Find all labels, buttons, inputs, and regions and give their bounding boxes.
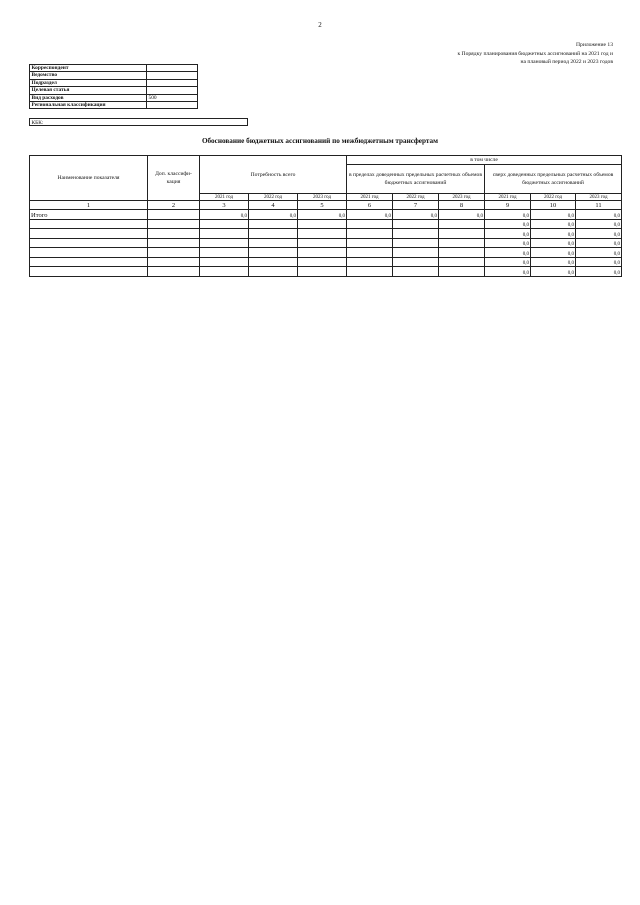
indicator-name-cell (30, 229, 148, 239)
amount-cell (393, 248, 439, 258)
amount-cell (249, 248, 298, 258)
amount-cell (439, 248, 485, 258)
amount-cell: 0,0 (576, 210, 622, 220)
amount-cell (298, 257, 347, 267)
amount-cell: 0,0 (576, 238, 622, 248)
amount-cell: 0,0 (439, 210, 485, 220)
classification-row (30, 87, 198, 94)
amount-cell: 0,0 (531, 210, 576, 220)
amount-cell (347, 229, 393, 239)
indicator-name-cell (30, 267, 148, 277)
header-year: 2022 год (249, 194, 298, 201)
amount-cell: 0,0 (485, 238, 531, 248)
amount-cell (298, 248, 347, 258)
amount-cell (393, 238, 439, 248)
amount-cell (200, 248, 249, 258)
amount-cell: 0,0 (576, 267, 622, 277)
amount-cell (393, 267, 439, 277)
classification-value (147, 87, 198, 94)
amount-cell: 0,0 (249, 210, 298, 220)
classification-label: Ведомство (30, 72, 147, 79)
classification-cell (148, 238, 200, 248)
classification-value (147, 65, 198, 72)
amount-cell: 0,0 (485, 210, 531, 220)
amount-cell (347, 267, 393, 277)
amount-cell (439, 229, 485, 239)
indicator-name-cell (30, 238, 148, 248)
amount-cell (393, 229, 439, 239)
amount-cell: 0,0 (485, 267, 531, 277)
amount-cell (249, 219, 298, 229)
amount-cell: 0,0 (485, 257, 531, 267)
amount-cell (439, 238, 485, 248)
amount-cell: 0,0 (531, 257, 576, 267)
amount-cell: 0,0 (393, 210, 439, 220)
amount-cell (347, 248, 393, 258)
amount-cell (200, 229, 249, 239)
header-year: 2022 год (531, 194, 576, 201)
classification-cell (148, 267, 200, 277)
classification-cell (148, 210, 200, 220)
amount-cell: 0,0 (531, 219, 576, 229)
classification-value (147, 72, 198, 79)
classification-row (30, 65, 198, 72)
amount-cell: 0,0 (531, 267, 576, 277)
classification-cell (148, 248, 200, 258)
indicator-name-cell (30, 219, 148, 229)
amount-cell (439, 267, 485, 277)
column-number: 6 (347, 201, 393, 210)
amount-cell (200, 257, 249, 267)
amount-cell: 0,0 (531, 238, 576, 248)
table-row (30, 267, 622, 277)
amount-cell: 0,0 (576, 229, 622, 239)
appendix-line-3: на плановый период 2022 и 2023 годов (520, 59, 613, 65)
table-row (30, 210, 622, 220)
classification-label: Целевая статья (30, 87, 147, 94)
header-over-limits: сверх доведенных предельных расчетных объемов бюджетных ассигнований (485, 165, 622, 194)
amount-cell (393, 257, 439, 267)
classification-value (147, 79, 198, 86)
classification-label: Региональная классификация (30, 102, 147, 109)
amount-cell: 0,0 (485, 248, 531, 258)
table-row (30, 257, 622, 267)
classification-label: Корреспондент (30, 65, 147, 72)
header-total-need: Потребность всего (200, 156, 347, 194)
amount-cell: 0,0 (531, 248, 576, 258)
column-number: 11 (576, 201, 622, 210)
header-year: 2021 год (485, 194, 531, 201)
classification-table (29, 64, 198, 109)
amount-cell: 0,0 (298, 210, 347, 220)
classification-label: Подраздел (30, 79, 147, 86)
header-year: 2021 год (200, 194, 249, 201)
column-number: 2 (148, 201, 200, 210)
amount-cell (298, 219, 347, 229)
amount-cell (200, 267, 249, 277)
header-within-limits: в пределах доведенных предельных расчетных объемов бюджетных ассигнований (347, 165, 485, 194)
amount-cell (298, 267, 347, 277)
amount-cell (249, 238, 298, 248)
amount-cell (347, 257, 393, 267)
column-number: 4 (249, 201, 298, 210)
page-number: 2 (318, 21, 322, 29)
header-year: 2023 год (576, 194, 622, 201)
amount-cell (393, 219, 439, 229)
amount-cell: 0,0 (347, 210, 393, 220)
amount-cell (200, 219, 249, 229)
appendix-line-1: Приложение 13 (575, 42, 613, 48)
amount-cell: 0,0 (576, 219, 622, 229)
classification-cell (148, 229, 200, 239)
table-row (30, 229, 622, 239)
amount-cell (249, 267, 298, 277)
classification-cell (148, 219, 200, 229)
amount-cell: 0,0 (531, 229, 576, 239)
header-year: 2023 год (439, 194, 485, 201)
column-number: 8 (439, 201, 485, 210)
header-indicator-name: Наименование показателя (30, 156, 148, 201)
amount-cell (347, 238, 393, 248)
kbk-field: КБК: (29, 118, 248, 126)
header-extra-classification: Доп. классифи-кация (148, 156, 200, 201)
classification-row (30, 102, 198, 109)
amount-cell: 0,0 (485, 219, 531, 229)
indicator-name-cell (30, 257, 148, 267)
classification-label: Вид расходов (30, 94, 147, 101)
classification-row (30, 79, 198, 86)
classification-value: 500 (147, 94, 198, 101)
amount-cell (347, 219, 393, 229)
amount-cell: 0,0 (200, 210, 249, 220)
column-number: 9 (485, 201, 531, 210)
column-number: 3 (200, 201, 249, 210)
indicator-name-cell (30, 248, 148, 258)
amount-cell (200, 238, 249, 248)
amount-cell (249, 257, 298, 267)
classification-value (147, 102, 198, 109)
column-number: 1 (30, 201, 148, 210)
header-year: 2023 год (298, 194, 347, 201)
transfers-table (29, 155, 622, 277)
appendix-line-2: к Порядку планирования бюджетных ассигнований на 2021 год и (457, 50, 613, 57)
amount-cell (298, 238, 347, 248)
classification-row (30, 94, 198, 101)
indicator-name-cell: Итого (30, 210, 148, 220)
column-number: 5 (298, 201, 347, 210)
table-row (30, 238, 622, 248)
amount-cell (249, 229, 298, 239)
header-year: 2022 год (393, 194, 439, 201)
amount-cell: 0,0 (576, 248, 622, 258)
document-title: Обоснование бюджетных ассигнований по межбюджетным трансфертам (201, 137, 439, 145)
table-row (30, 248, 622, 258)
classification-row (30, 72, 198, 79)
classification-cell (148, 257, 200, 267)
column-number: 10 (531, 201, 576, 210)
amount-cell: 0,0 (485, 229, 531, 239)
header-including: в том числе (347, 156, 622, 165)
appendix-note (393, 41, 613, 67)
header-year: 2021 год (347, 194, 393, 201)
amount-cell (439, 257, 485, 267)
table-row (30, 219, 622, 229)
column-number: 7 (393, 201, 439, 210)
amount-cell (298, 229, 347, 239)
amount-cell (439, 219, 485, 229)
amount-cell: 0,0 (576, 257, 622, 267)
